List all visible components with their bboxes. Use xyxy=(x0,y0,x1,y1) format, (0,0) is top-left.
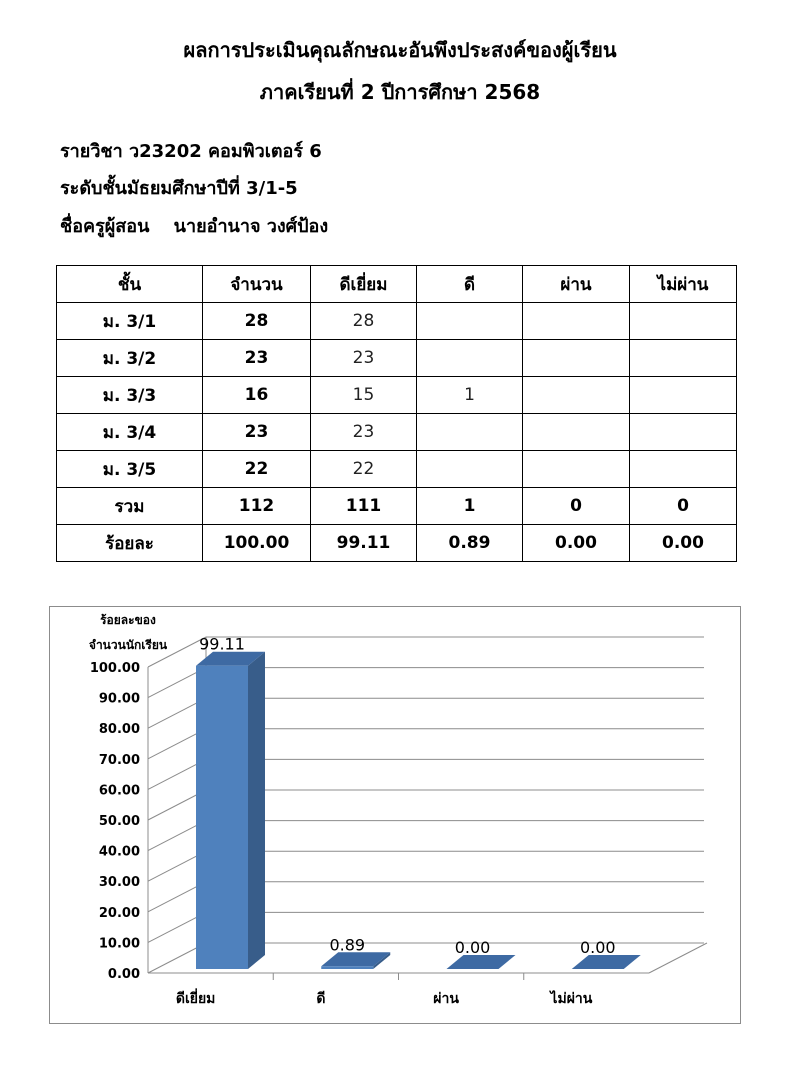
cell-pass xyxy=(523,377,630,414)
cell-pass xyxy=(523,414,630,451)
y-axis-title-line1: ร้อยละของ xyxy=(100,613,156,627)
cell-good xyxy=(417,340,523,377)
cell-count: 23 xyxy=(203,340,311,377)
total-excellent: 111 xyxy=(311,488,417,525)
header-class: ชั้น xyxy=(57,266,203,303)
y-tick-label: 80.00 xyxy=(98,722,140,738)
cell-fail xyxy=(630,303,737,340)
percent-row xyxy=(57,525,737,562)
cell-excellent: 28 xyxy=(311,303,417,340)
cell-count: 22 xyxy=(203,451,311,488)
y-tick-label: 60.00 xyxy=(98,783,140,799)
document-title-line2: ภาคเรียนที่ 2 ปีการศึกษา 2568 xyxy=(259,80,541,104)
cell-pass xyxy=(523,451,630,488)
header-excellent: ดีเยี่ยม xyxy=(311,266,417,303)
cell-excellent: 23 xyxy=(311,414,417,451)
cell-class: ม. 3/2 xyxy=(57,340,203,377)
cell-excellent: 23 xyxy=(311,340,417,377)
cell-count: 16 xyxy=(203,377,311,414)
table-header-row xyxy=(57,266,737,303)
y-tick-label: 70.00 xyxy=(98,752,140,768)
cell-pass xyxy=(523,303,630,340)
cell-count: 23 xyxy=(203,414,311,451)
y-axis-title-line2: จำนวนนักเรียน xyxy=(88,638,168,652)
x-tick-label: ดี xyxy=(316,991,326,1007)
cell-excellent: 15 xyxy=(311,377,417,414)
cell-count: 28 xyxy=(203,303,311,340)
cell-excellent: 22 xyxy=(311,451,417,488)
y-tick-label: 90.00 xyxy=(98,691,140,707)
cell-good xyxy=(417,303,523,340)
chart-bars xyxy=(196,652,641,969)
data-label: 0.00 xyxy=(579,938,616,957)
bar xyxy=(196,666,248,969)
class-level-info: ระดับชั้นมัธยมศึกษาปีที่ 3/1-5 xyxy=(60,178,298,199)
y-tick-label: 100.00 xyxy=(89,661,140,676)
table-row xyxy=(57,451,737,488)
table-row xyxy=(57,340,737,377)
x-tick-label: ไม่ผ่าน xyxy=(550,991,593,1007)
cell-good xyxy=(417,414,523,451)
teacher-name: นายอำนาจ วงศ์ป้อง xyxy=(173,216,329,237)
bar-top xyxy=(572,955,641,969)
x-tick-label: ผ่าน xyxy=(433,991,459,1007)
header-good: ดี xyxy=(417,266,523,303)
percent-good: 0.89 xyxy=(417,525,523,562)
bar-top xyxy=(321,952,390,966)
document-title-line1: ผลการประเมินคุณลักษณะอันพึงประสงค์ของผู้เรียน xyxy=(183,38,617,62)
cell-fail xyxy=(630,377,737,414)
total-label: รวม xyxy=(57,488,203,525)
table-row xyxy=(57,414,737,451)
cell-good: 1 xyxy=(417,377,523,414)
subject-info: รายวิชา ว23202 คอมพิวเตอร์ 6 xyxy=(60,141,322,162)
total-row xyxy=(57,488,737,525)
total-fail: 0 xyxy=(630,488,737,525)
y-tick-label: 50.00 xyxy=(98,814,140,829)
x-axis-right xyxy=(649,943,707,973)
percentage-bar-chart xyxy=(49,606,741,1024)
cell-good xyxy=(417,451,523,488)
y-tick-label: 30.00 xyxy=(98,875,140,891)
bar-top xyxy=(447,955,516,969)
bar-side xyxy=(248,652,265,969)
table-row xyxy=(57,377,737,414)
cell-class: ม. 3/4 xyxy=(57,414,203,451)
y-tick-label: 20.00 xyxy=(98,905,140,921)
x-tick-label: ดีเยี่ยม xyxy=(175,991,216,1007)
data-label: 0.89 xyxy=(329,935,366,955)
cell-class: ม. 3/3 xyxy=(57,377,203,414)
results-table xyxy=(56,265,737,562)
percent-fail: 0.00 xyxy=(630,525,737,562)
total-count: 112 xyxy=(203,488,311,525)
bar xyxy=(321,966,373,969)
cell-fail xyxy=(630,414,737,451)
header-pass: ผ่าน xyxy=(523,266,630,303)
percent-pass: 0.00 xyxy=(523,525,630,562)
percent-count: 100.00 xyxy=(203,525,311,562)
cell-pass xyxy=(523,340,630,377)
y-tick-label: 0.00 xyxy=(107,967,140,982)
y-tick-label: 10.00 xyxy=(98,936,140,952)
teacher-info xyxy=(60,211,328,240)
total-good: 1 xyxy=(417,488,523,525)
cell-class: ม. 3/5 xyxy=(57,451,203,488)
percent-excellent: 99.11 xyxy=(311,525,417,562)
total-pass: 0 xyxy=(523,488,630,525)
y-tick-label: 40.00 xyxy=(98,844,140,860)
cell-fail xyxy=(630,340,737,377)
percent-label: ร้อยละ xyxy=(57,525,203,562)
data-label: 0.00 xyxy=(454,938,491,957)
header-count: จำนวน xyxy=(203,266,311,303)
cell-fail xyxy=(630,451,737,488)
header-fail: ไม่ผ่าน xyxy=(630,266,737,303)
data-label: 99.11 xyxy=(199,634,245,654)
cell-class: ม. 3/1 xyxy=(57,303,203,340)
teacher-label: ชื่อครูผู้สอน xyxy=(60,216,150,237)
table-row xyxy=(57,303,737,340)
